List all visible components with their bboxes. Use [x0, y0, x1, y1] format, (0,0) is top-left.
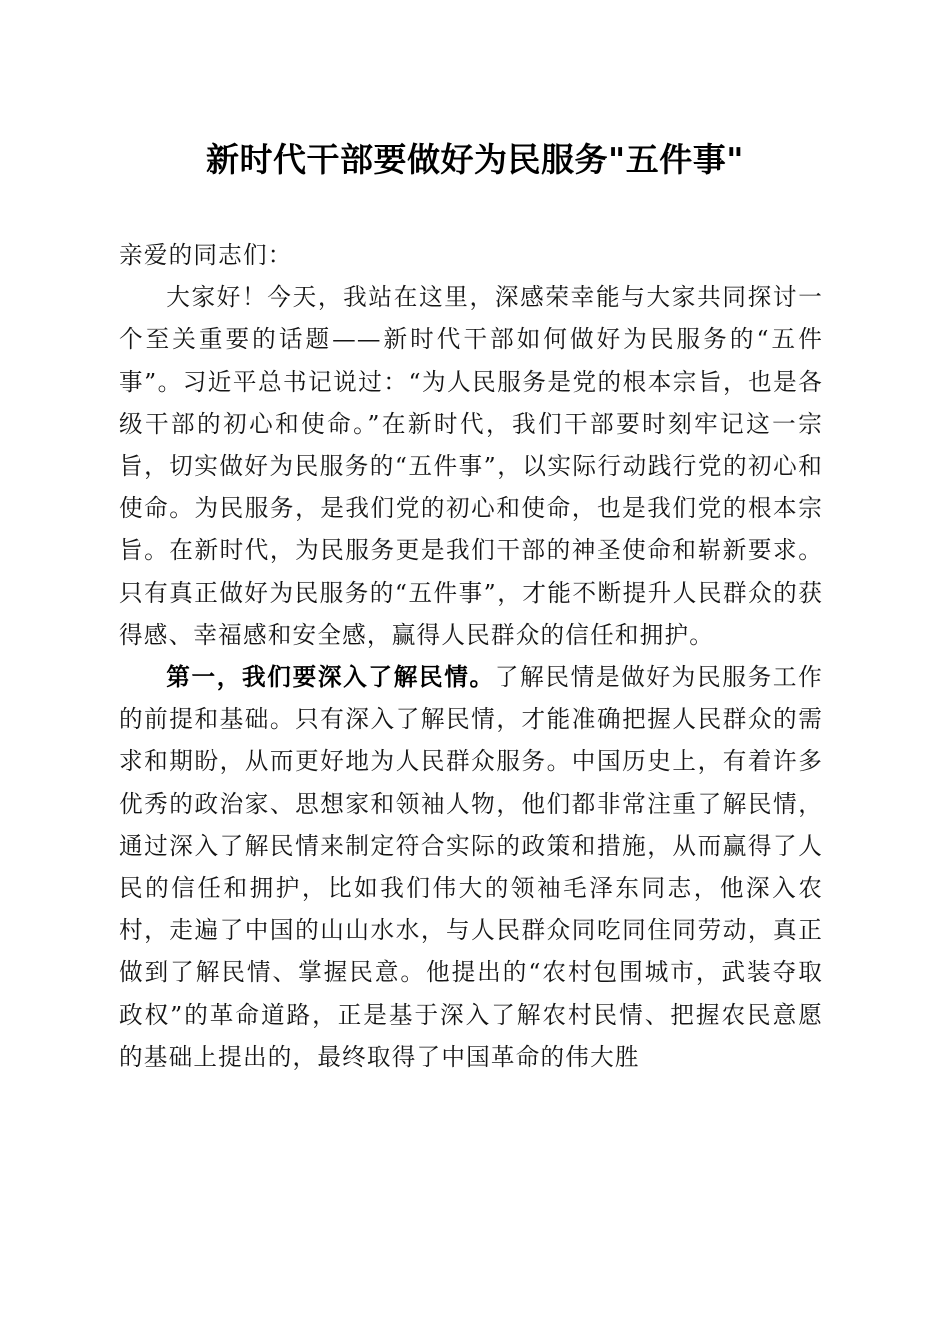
page-title: 新时代干部要做好为民服务"五件事" [206, 140, 744, 179]
paragraph-intro [119, 276, 823, 656]
paragraph-text: 了解民情是做好为民服务工作的前提和基础。只有深入了解民情，才能准确把握人民群众的需求和期盼，从而更好地为人民群众服务。中国历史上，有着许多优秀的政治家、思想家和领袖人物，他们都非常注重了解民情，通过深入了解民情来制定符合实际的政策和措施，从而赢得了人民的信任和拥护，比如我们伟大的领袖毛泽东同志，他深入农村，走遍了中国的山山水水，与人民群众同吃同住同劳动，真正做到了解民情、掌握民意。他提出的“农村包围城市，武装夺取政权”的革命道路，正是基于深入了解农村民情、把握农民意愿的基础上提出的，最终取得了中国革命的伟大胜 [119, 663, 823, 1071]
paragraph-text: 大家好！今天，我站在这里，深感荣幸能与大家共同探讨一个至关重要的话题——新时代干部如何做好为民服务的“五件事”。习近平总书记说过：“为人民服务是党的根本宗旨，也是各级干部的初心和使命。”在新时代，我们干部要时刻牢记这一宗旨，切实做好为民服务的“五件事”，以实际行动践行党的初心和使命。为民服务，是我们党的初心和使命，也是我们党的根本宗旨。在新时代，为民服务更是我们干部的神圣使命和崭新要求。只有真正做好为民服务的“五件事”，才能不断提升人民群众的获得感、幸福感和安全感，赢得人民群众的信任和拥护。 [119, 283, 823, 649]
paragraph-first-point [119, 656, 823, 1078]
document-body [119, 234, 823, 1078]
paragraph-lead: 第一，我们要深入了解民情。 [166, 663, 495, 692]
salutation: 亲爱的同志们： [119, 241, 293, 269]
